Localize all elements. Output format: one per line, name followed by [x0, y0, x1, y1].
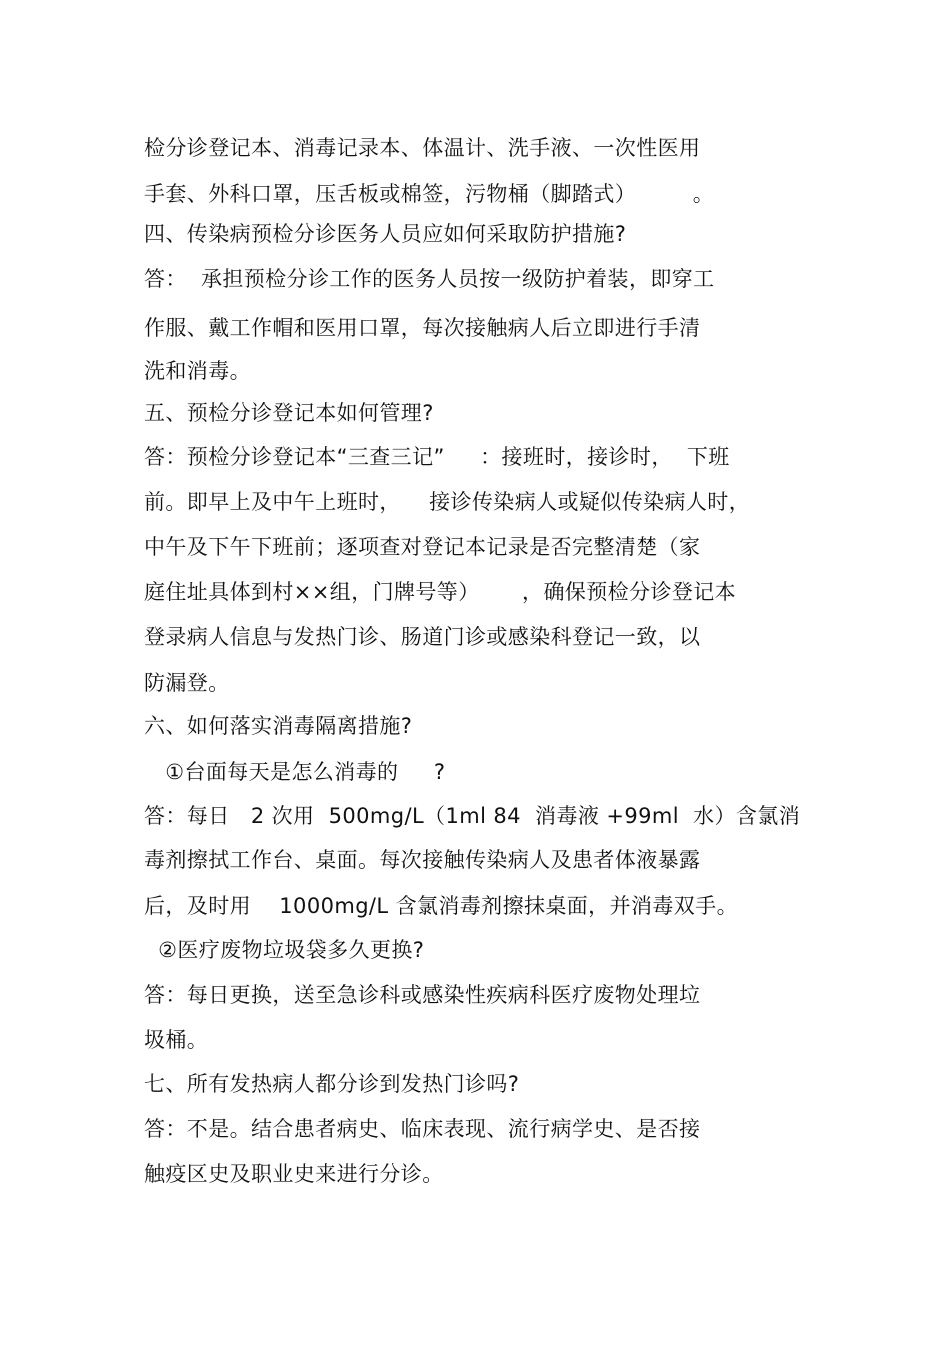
text-line: 后，及时用 1000mg/L 含氯消毒剂擦抹桌面，并消毒双手。	[144, 894, 738, 918]
text-line: 手套、外科口罩，压舌板或棉签，污物桶（脚踏式） 。	[144, 182, 715, 206]
question-heading: 六、如何落实消毒隔离措施?	[144, 714, 413, 738]
text-line: 圾桶。	[144, 1028, 209, 1052]
text-line: 触疫区史及职业史来进行分诊。	[144, 1162, 444, 1186]
question-heading: 四、传染病预检分诊医务人员应如何采取防护措施?	[144, 222, 627, 246]
sub-question: ①台面每天是怎么消毒的 ?	[144, 760, 446, 784]
answer-line: 答：预检分诊登记本“三查三记” ：接班时，接诊时， 下班	[144, 445, 730, 469]
answer-line: 答： 承担预检分诊工作的医务人员按一级防护着装，即穿工	[144, 267, 715, 291]
answer-line: 答：每日更换，送至急诊科或感染性疾病科医疗废物处理垃	[144, 983, 701, 1007]
question-heading: 七、所有发热病人都分诊到发热门诊吗?	[144, 1072, 520, 1096]
text-line: 中午及下午下班前；逐项查对登记本记录是否完整清楚（家	[144, 535, 701, 559]
answer-line: 答：不是。结合患者病史、临床表现、流行病学史、是否接	[144, 1117, 701, 1141]
answer-line: 答：每日 2 次用 500mg/L（1ml 84 消毒液 +99ml 水）含氯消	[144, 804, 801, 828]
text-line: 登录病人信息与发热门诊、肠道门诊或感染科登记一致，以	[144, 625, 701, 649]
text-line: 洗和消毒。	[144, 359, 251, 383]
text-line: 检分诊登记本、消毒记录本、体温计、洗手液、一次性医用	[144, 136, 701, 160]
text-line: 作服、戴工作帽和医用口罩，每次接触病人后立即进行手清	[144, 316, 701, 340]
text-line: 毒剂擦拭工作台、桌面。每次接触传染病人及患者体液暴露	[144, 848, 701, 872]
text-line: 前。即早上及中午上班时， 接诊传染病人或疑似传染病人时，	[144, 490, 751, 514]
text-line: 防漏登。	[144, 671, 230, 695]
sub-question: ②医疗废物垃圾袋多久更换?	[144, 938, 425, 962]
text-line: 庭住址具体到村××组，门牌号等） ，确保预检分诊登记本	[144, 580, 737, 604]
question-heading: 五、预检分诊登记本如何管理?	[144, 401, 434, 425]
